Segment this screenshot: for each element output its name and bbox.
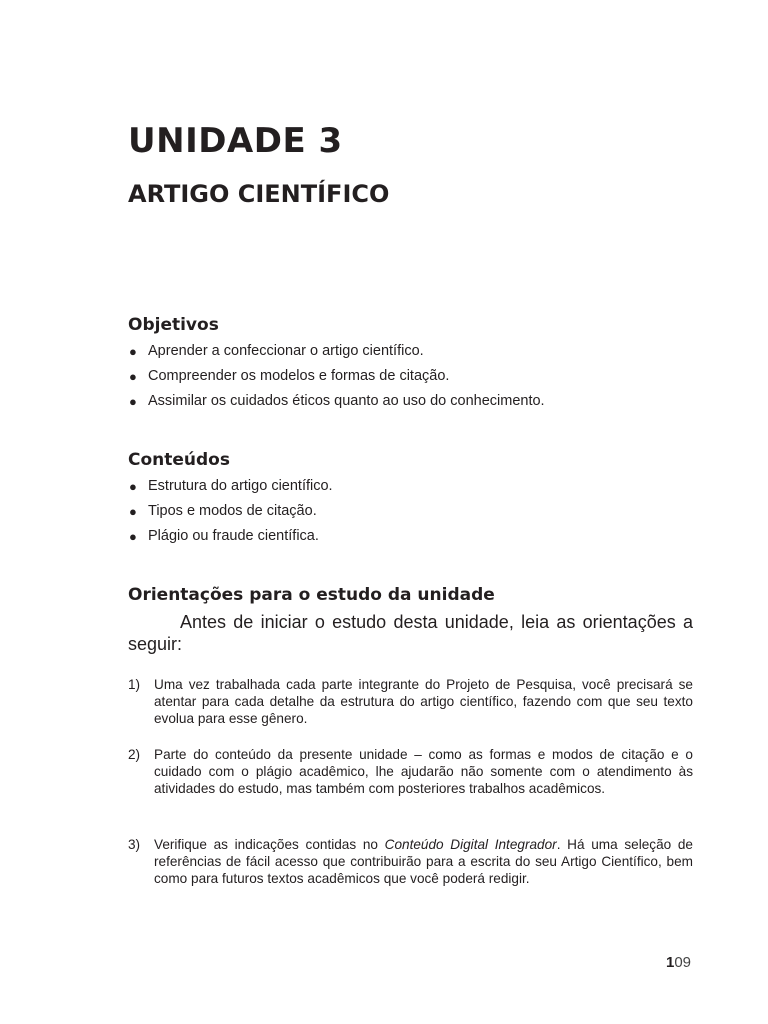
contents-section [128, 448, 693, 549]
objectives-heading: Objetivos [128, 315, 219, 335]
guidance-section [128, 583, 693, 655]
guidance-list [128, 836, 693, 887]
item-text: Uma vez trabalhada cada parte integrante do Projeto de Pesquisa, você precisará se atentar para cada detalhe da estrutura do artigo científico, fazendo com que seu texto evolua para esse gênero. [154, 677, 693, 726]
bullet-icon: ● [129, 529, 137, 544]
list-item: ● Estrutura do artigo científico. [128, 474, 693, 499]
list-item: ● Compreender os modelos e formas de citação. [128, 364, 693, 389]
guidance-list [128, 676, 693, 727]
bullet-icon: ● [129, 344, 137, 359]
guidance-intro: Antes de iniciar o estudo desta unidade, leia as orientações a seguir: [128, 612, 693, 654]
list-item: ● Assimilar os cuidados éticos quanto ao uso do conhecimento. [128, 389, 693, 414]
objectives-list [128, 339, 693, 414]
item-text: Verifique as indicações contidas no Conteúdo Digital Integrador. Há uma seleção de referências de fácil acesso que contribuirão para a escrita do seu Artigo Científico, bem como para futuros textos acadêmicos que você poderá redigir. [154, 837, 693, 886]
bullet-icon: ● [129, 504, 137, 519]
list-item: ● Plágio ou fraude científica. [128, 524, 693, 549]
contents-list [128, 474, 693, 549]
bullet-icon: ● [129, 369, 137, 384]
contents-heading: Conteúdos [128, 450, 230, 470]
list-item: ● Aprender a confeccionar o artigo científico. [128, 339, 693, 364]
item-text: Parte do conteúdo da presente unidade – como as formas e modos de citação e o cuidado com o plágio acadêmico, lhe ajudarão não somente com o atendimento às atividades do estudo, mas também com posteriores trabalhos acadêmicos. [154, 747, 693, 796]
item-number: 1) [128, 677, 141, 692]
bullet-icon: ● [129, 479, 137, 494]
guidance-heading: Orientações para o estudo da unidade [128, 585, 495, 605]
unit-title: UNIDADE 3 [128, 121, 343, 161]
guidance-list [128, 746, 693, 797]
bullet-icon: ● [129, 394, 137, 409]
page-number: 109 [665, 954, 691, 971]
list-item: ● Tipos e modos de citação. [128, 499, 693, 524]
list-item [128, 676, 693, 727]
integrator-content-reference: Conteúdo Digital Integrador [384, 837, 557, 852]
unit-subtitle: ARTIGO CIENTÍFICO [128, 180, 390, 208]
list-item [128, 746, 693, 797]
list-item [128, 836, 693, 887]
item-number: 2) [128, 747, 141, 762]
item-number: 3) [128, 837, 141, 852]
objectives-section [128, 313, 693, 414]
